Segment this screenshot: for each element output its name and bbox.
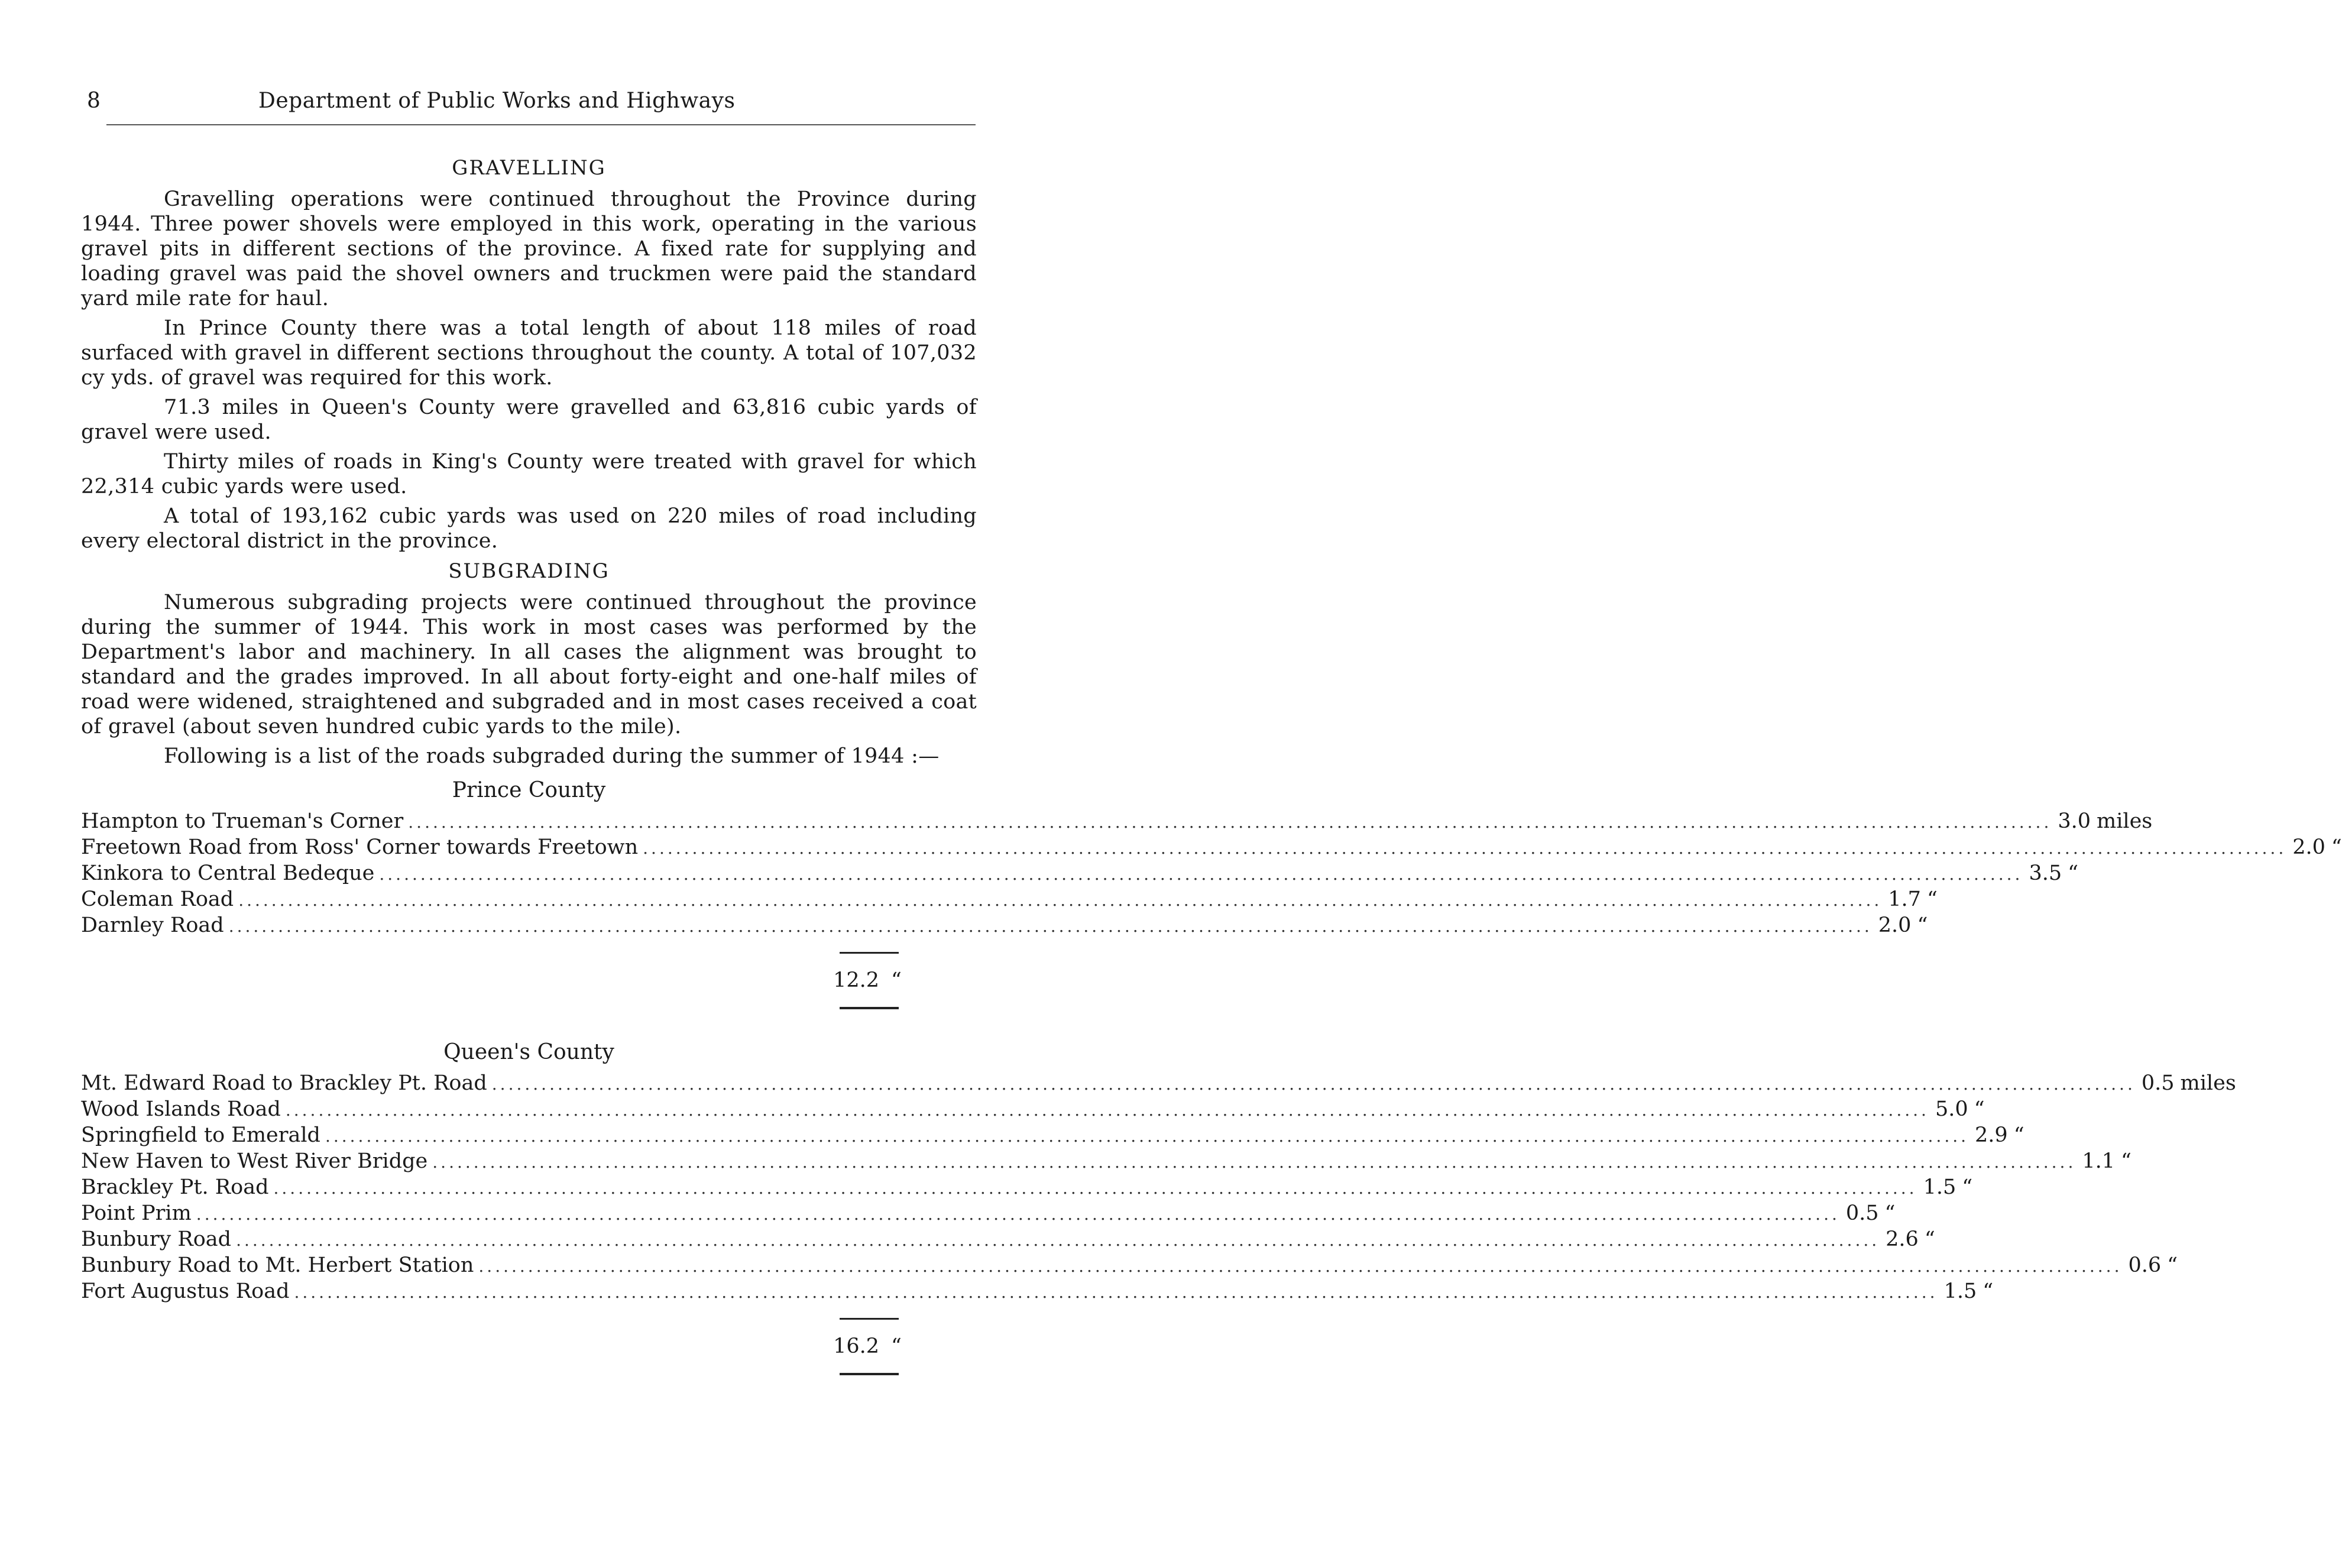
gravelling-paragraph-4: Thirty miles of roads in King's County were treated with gravel for which 22,314 cubic yards were used. bbox=[81, 450, 977, 498]
road-miles: 2.6 bbox=[1886, 1227, 1919, 1251]
road-name: Freetown Road from Ross' Corner towards Freetown bbox=[81, 835, 639, 859]
road-miles: 0.5 bbox=[2141, 1071, 2175, 1095]
road-name: Mt. Edward Road to Brackley Pt. Road bbox=[81, 1071, 487, 1095]
road-miles: 2.0 bbox=[2292, 835, 2325, 859]
prince-county-heading: Prince County bbox=[452, 778, 606, 802]
road-name: Wood Islands Road bbox=[81, 1097, 281, 1121]
subgrading-heading: SUBGRADING bbox=[448, 559, 610, 583]
prince-county-road-list bbox=[81, 809, 2342, 939]
road-row bbox=[81, 1279, 1994, 1305]
prince-total-unit: “ bbox=[891, 968, 902, 992]
road-name: Springfield to Emerald bbox=[81, 1123, 320, 1147]
road-name: Brackley Pt. Road bbox=[81, 1175, 269, 1199]
dot-leader: ........................................................................................................................................................................................................ bbox=[643, 838, 2287, 858]
road-unit: “ bbox=[2013, 1123, 2024, 1147]
road-name: Fort Augustus Road bbox=[81, 1279, 290, 1303]
dot-leader: ........................................................................................................................................................................................................ bbox=[196, 1204, 1840, 1224]
road-miles: 3.5 bbox=[2029, 861, 2062, 885]
dot-leader: ........................................................................................................................................................................................................ bbox=[236, 1230, 1880, 1250]
dot-leader: ........................................................................................................................................................................................................ bbox=[273, 1178, 1917, 1198]
road-unit: “ bbox=[1924, 1227, 1935, 1251]
road-miles: 1.7 bbox=[1888, 887, 1921, 911]
gravelling-paragraph-2: In Prince County there was a total length of about 118 miles of road surfaced with gravel in different sections throughout the county. A total of 107,032 cy yds. of gravel was required for this work. bbox=[81, 316, 977, 390]
road-miles: 3.0 bbox=[2058, 809, 2091, 833]
road-row bbox=[81, 1123, 2024, 1149]
dot-leader: ........................................................................................................................................................................................................ bbox=[228, 916, 1873, 936]
header-title: Department of Public Works and Highways bbox=[258, 89, 736, 113]
road-unit: “ bbox=[1884, 1201, 1896, 1225]
road-unit: “ bbox=[2068, 861, 2079, 885]
queens-total-row bbox=[81, 1334, 977, 1359]
road-unit: miles bbox=[2180, 1071, 2236, 1095]
road-row bbox=[81, 1097, 1985, 1123]
dot-leader: ........................................................................................................................................................................................................ bbox=[238, 890, 1883, 910]
road-row bbox=[81, 1071, 2236, 1097]
road-unit: “ bbox=[2121, 1149, 2132, 1173]
road-name: Kinkora to Central Bedeque bbox=[81, 861, 375, 885]
prince-total-row bbox=[81, 968, 977, 993]
road-name: Point Prim bbox=[81, 1201, 192, 1225]
dot-leader: ........................................................................................................................................................................................................ bbox=[285, 1100, 1929, 1120]
road-name: Darnley Road bbox=[81, 913, 224, 937]
road-name: New Haven to West River Bridge bbox=[81, 1149, 428, 1173]
gravelling-paragraph-1: Gravelling operations were continued throughout the Province during 1944. Three power shovels were employed in this work, operating in the various gravel pits in different sections of the province. A fixed rate for supplying and loading gravel was paid the shovel owners and truckmen were paid the standard yard mile rate for haul. bbox=[81, 187, 977, 310]
page-number: 8 bbox=[87, 89, 101, 113]
road-unit: “ bbox=[1926, 887, 1938, 911]
road-row bbox=[81, 1227, 1935, 1253]
subgrading-paragraph-1: Numerous subgrading projects were continued throughout the province during the summer of 1944. This work in most cases was performed by the Department's labor and machinery. In all cases the alignment was brought to standard and the grades improved. In all about forty-eight and one-half miles of road were widened, straightened and subgraded and in most cases received a coat of gravel (about seven hundred cubic yards to the mile). bbox=[81, 591, 977, 738]
gravelling-paragraph-3: 71.3 miles in Queen's County were gravelled and 63,816 cubic yards of gravel were used. bbox=[81, 396, 977, 444]
queens-total-miles: 16.2 bbox=[833, 1334, 879, 1358]
gravelling-paragraph-5: A total of 193,162 cubic yards was used on 220 miles of road including every electoral district in the province. bbox=[81, 504, 977, 553]
dot-leader: ........................................................................................................................................................................................................ bbox=[379, 864, 2023, 884]
queens-county-road-list bbox=[81, 1071, 2236, 1305]
road-unit: “ bbox=[1917, 913, 1928, 937]
road-unit: “ bbox=[2167, 1253, 2178, 1277]
road-unit: “ bbox=[1983, 1279, 1994, 1303]
road-miles: 1.5 bbox=[1923, 1175, 1956, 1199]
prince-total-miles: 12.2 bbox=[833, 968, 879, 992]
queens-total-underline bbox=[840, 1373, 899, 1375]
road-row bbox=[81, 809, 2153, 835]
road-name: Bunbury Road to Mt. Herbert Station bbox=[81, 1253, 474, 1277]
road-row bbox=[81, 1253, 2178, 1279]
road-row bbox=[81, 835, 2342, 861]
road-miles: 0.5 bbox=[1845, 1201, 1879, 1225]
prince-sum-rule bbox=[840, 952, 899, 954]
road-miles: 2.9 bbox=[1975, 1123, 2008, 1147]
road-row bbox=[81, 1149, 2132, 1175]
queens-county-heading: Queen's County bbox=[443, 1040, 614, 1064]
road-row bbox=[81, 861, 2079, 887]
road-name: Bunbury Road bbox=[81, 1227, 232, 1251]
dot-leader: ........................................................................................................................................................................................................ bbox=[294, 1282, 1938, 1302]
road-miles: 2.0 bbox=[1878, 913, 1912, 937]
dot-leader: ........................................................................................................................................................................................................ bbox=[478, 1256, 2123, 1276]
queens-sum-rule bbox=[840, 1318, 899, 1320]
road-row bbox=[81, 913, 1928, 939]
road-miles: 5.0 bbox=[1935, 1097, 1968, 1121]
road-name: Coleman Road bbox=[81, 887, 234, 911]
dot-leader: ........................................................................................................................................................................................................ bbox=[491, 1074, 2136, 1094]
subgrading-paragraph-2: Following is a list of the roads subgraded during the summer of 1944 :— bbox=[164, 744, 940, 768]
road-unit: miles bbox=[2097, 809, 2153, 833]
road-name: Hampton to Trueman's Corner bbox=[81, 809, 404, 833]
road-miles: 0.6 bbox=[2128, 1253, 2162, 1277]
prince-total-underline bbox=[840, 1007, 899, 1009]
road-unit: “ bbox=[1962, 1175, 1973, 1199]
queens-total-unit: “ bbox=[891, 1334, 902, 1358]
road-unit: “ bbox=[2331, 835, 2342, 859]
page-content bbox=[81, 155, 2342, 1375]
gravelling-heading: GRAVELLING bbox=[452, 156, 606, 180]
road-miles: 1.1 bbox=[2082, 1149, 2116, 1173]
road-unit: “ bbox=[1974, 1097, 1985, 1121]
road-miles: 1.5 bbox=[1943, 1279, 1977, 1303]
dot-leader: ........................................................................................................................................................................................................ bbox=[432, 1152, 2077, 1172]
road-row bbox=[81, 1201, 1896, 1227]
road-row bbox=[81, 887, 1938, 913]
dot-leader: ........................................................................................................................................................................................................ bbox=[408, 812, 2052, 832]
road-row bbox=[81, 1175, 1973, 1201]
dot-leader: ........................................................................................................................................................................................................ bbox=[325, 1126, 1970, 1146]
header-rule bbox=[106, 124, 976, 125]
